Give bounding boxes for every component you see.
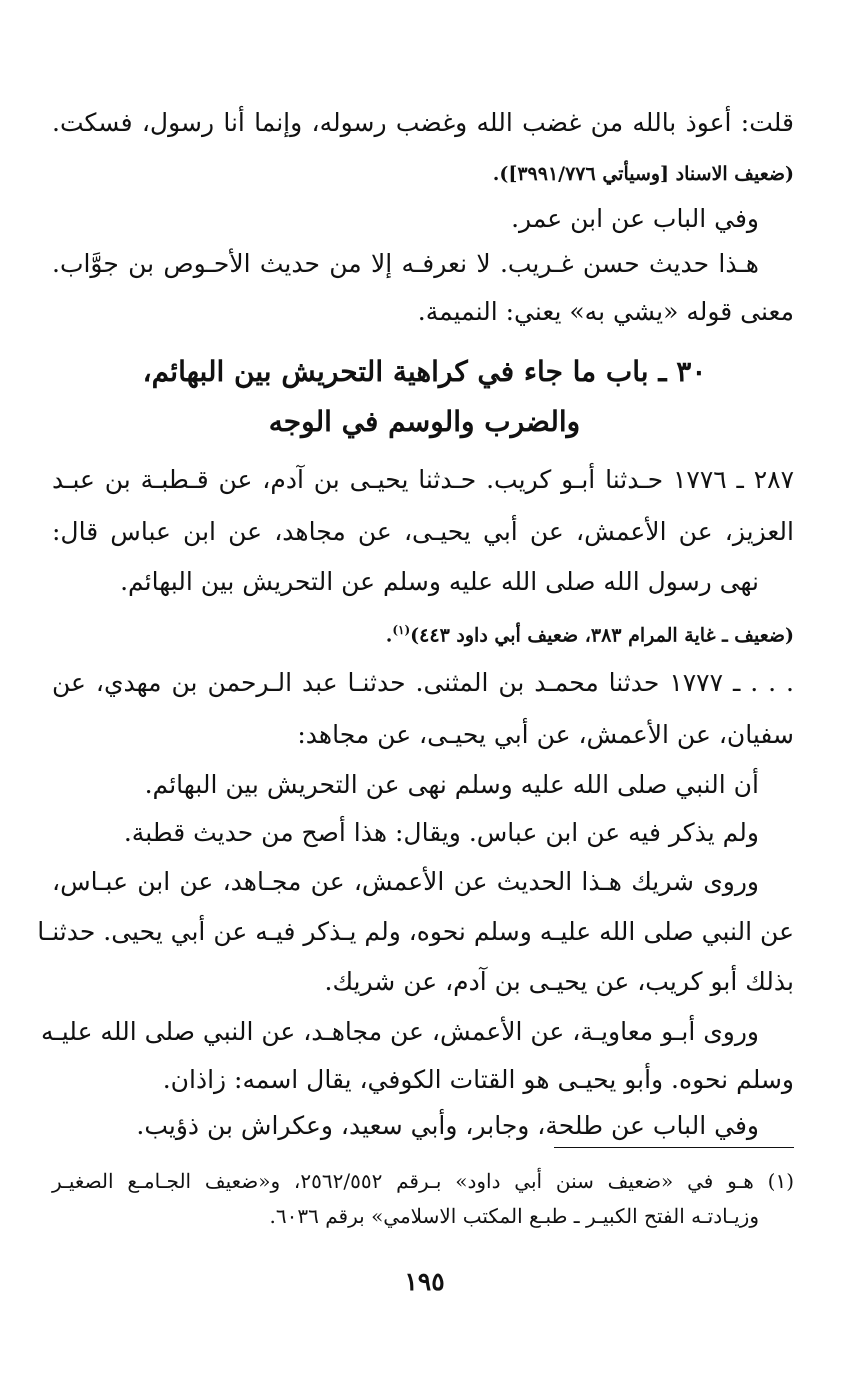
grade-end: .: [385, 624, 393, 647]
hadith-line: سفيان، عن الأعمش، عن أبي يحيـى، عن مجاهد:: [297, 720, 794, 749]
text-line: قلت: أعوذ بالله من غضب الله وغضب رسوله، وإنما أنا رسول، فسكت.: [52, 108, 794, 137]
grade-line: (ضعيف الاسناد [وسيأتي ٣٩٩١/٧٧٦]).: [492, 163, 794, 185]
footnote-line: (١) هـو في «ضعيف سنن أبي داود» بـرقم ٢٥٦٢/٥٥٢، و«ضعيف الجـامـع الصغيـر: [52, 1169, 794, 1193]
grade-text: (ضعيف ـ غاية المرام ٣٨٣، ضعيف أبي داود ٤٤٣): [410, 624, 794, 647]
grade-line: [386, 614, 794, 646]
text-line: عن النبي صلى الله عليـه وسلم نحوه، ولم يـذكر فيـه عن أبي يحيى. حدثنـا: [37, 917, 794, 946]
hadith-line: أن النبي صلى الله عليه وسلم نهى عن التحريش بين البهائم.: [144, 770, 759, 799]
text-line: هـذا حديث حسن غـريب. لا نعرفـه إلا من حديث الأحـوص بن جوَّاب.: [52, 249, 759, 278]
hadith-line: . . . ـ ١٧٧٧ حدثنا محمـد بن المثنى. حدثنـا عبد الـرحمن بن مهدي، عن: [52, 668, 795, 697]
text-line: وروى شريك هـذا الحديث عن الأعمش، عن مجـاهد، عن ابن عبـاس،: [52, 867, 759, 896]
footnote-separator: [554, 1147, 794, 1148]
text-line: وروى أبـو معاويـة، عن الأعمش، عن مجاهـد، عن النبي صلى الله عليـه: [41, 1017, 759, 1046]
hadith-line: العزيز، عن الأعمش، عن أبي يحيـى، عن مجاهد، عن ابن عباس قال:: [52, 517, 794, 546]
hadith-line: نهى رسول الله صلى الله عليه وسلم عن التحريش بين البهائم.: [120, 567, 759, 596]
text-line: ولم يذكر فيه عن ابن عباس. ويقال: هذا أصح من حديث قطبة.: [123, 818, 759, 847]
chapter-heading-line-2: والضرب والوسم في الوجه: [268, 405, 581, 438]
hadith-line: ٢٨٧ ـ ١٧٧٦ حـدثنا أبـو كريب. حـدثنا يحيـى بن آدم، عن قـطبـة بن عبـد: [52, 465, 795, 494]
text-line: وسلم نحوه. وأبو يحيـى هو القتات الكوفي، يقال اسمه: زاذان.: [162, 1065, 794, 1094]
chapter-heading-line-1: ٣٠ ـ باب ما جاء في كراهية التحريش بين البهائم،: [142, 355, 707, 388]
text-line: بذلك أبو كريب، عن يحيـى بن آدم، عن شريك.: [324, 967, 794, 996]
footnote-line: وزيـادتـه الفتح الكبيـر ـ طبـع المكتب الاسلامي» برقم ٦٠٣٦.: [269, 1204, 759, 1228]
page-number: ١٩٥: [404, 1267, 445, 1296]
text-line: وفي الباب عن طلحة، وجابر، وأبي سعيد، وعكراش بن ذؤيب.: [136, 1111, 759, 1140]
text-line: وفي الباب عن ابن عمر.: [511, 204, 759, 233]
text-line: معنى قوله «يشي به» يعني: النميمة.: [417, 297, 794, 326]
footnote-marker: (١): [392, 623, 411, 637]
